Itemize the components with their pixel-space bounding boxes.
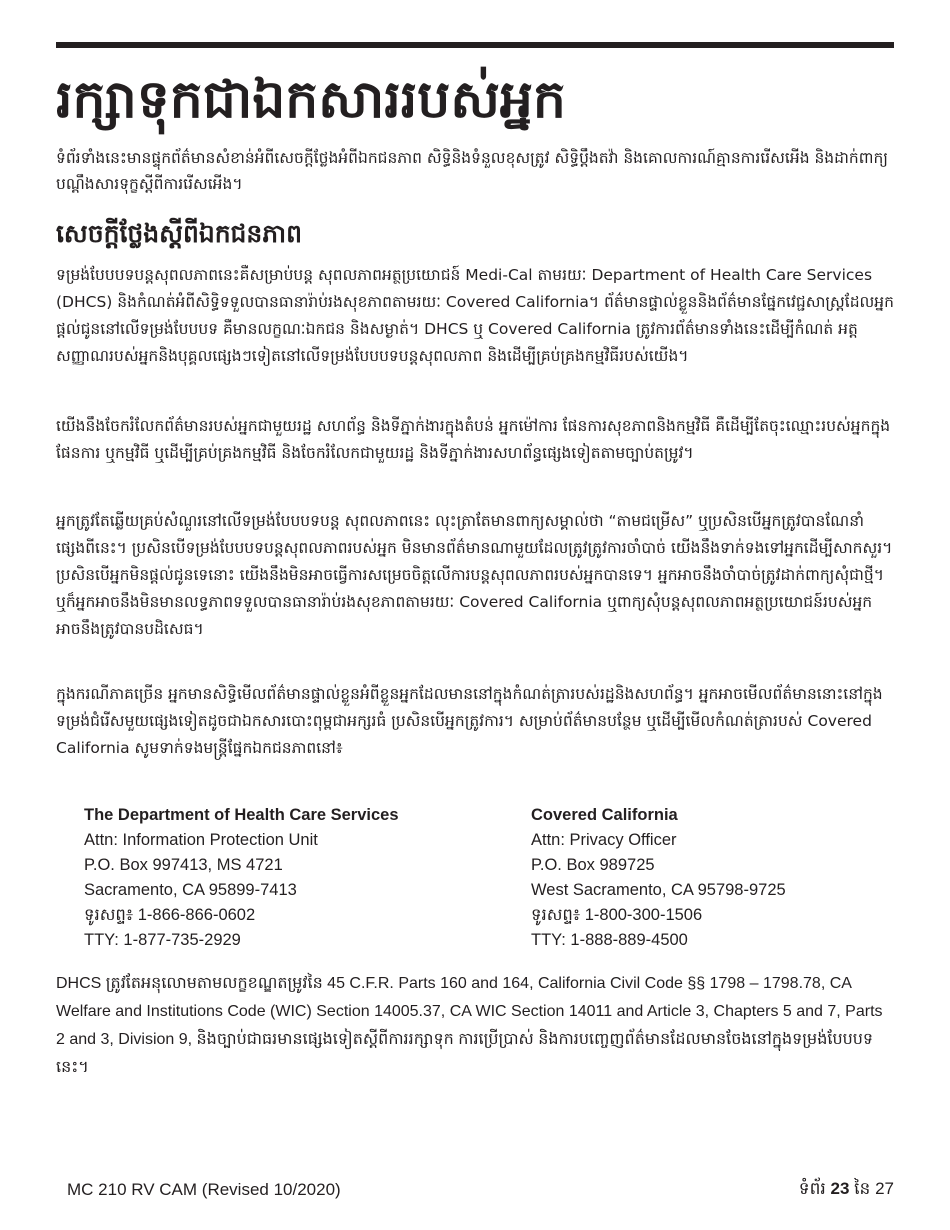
privacy-paragraph-1: ទម្រង់បែបបទបន្តសុពលភាពនេះគឺសម្រាប់បន្ត សុពលភាពអត្ថប្រយោជន៍ Medi-Cal តាមរយៈ Department of Health Care Services (DHCS) និងកំណត់អំពីសិទ្ធិទទួលបានធានារ៉ាប់រងសុខភាពតាមរយៈ Covered California។ ព័ត៌មានផ្ទាល់ខ្លួននិងព័ត៌មានផ្នែកវេជ្ជសាស្ត្រដែលអ្នកផ្តល់ជូននៅលើទម្រង់បែបបទ គឺមានលក្ខណៈឯកជន និងសម្ងាត់។ DHCS ឬ Covered California ត្រូវការព័ត៌មានទាំងនេះដើម្បីកំណត់ អត្តសញ្ញាណរបស់អ្នកនិងបុគ្គលផ្សេងៗទៀតនៅលើទម្រង់បែបបទបន្តសុពលភាព និងដើម្បីគ្រប់គ្រងកម្មវិធីរបស់យើង។ [56, 266, 894, 365]
dhcs-tty: TTY: 1-877-735-2929 [84, 931, 241, 949]
cc-tty: TTY: 1-888-889-4500 [531, 931, 688, 949]
page-title: រក្សាទុកជាឯកសាររបស់អ្នក [56, 69, 566, 130]
page-indicator [799, 1178, 894, 1203]
privacy-heading: សេចក្តីថ្លែងស្តីពីឯកជនភាព [56, 219, 302, 248]
cc-attn: Attn: Privacy Officer [531, 831, 677, 849]
dhcs-po-box: P.O. Box 997413, MS 4721 [84, 856, 283, 874]
top-rule [56, 42, 894, 48]
dhcs-attn: Attn: Information Protection Unit [84, 831, 318, 849]
page-number: 23 [830, 1179, 850, 1198]
intro-text: ទំព័រទាំងនេះមានផ្ទុកព័ត៌មានសំខាន់អំពីសេចក្តីថ្លែងអំពីឯកជនភាព សិទ្ធិនិងទំនួលខុសត្រូវ សិទ្ធិប្តឹងតវ៉ា និងគោលការណ៍គ្មានការរើសអើង និងដាក់ពាក្យបណ្តឹងសារទុក្ខស្តីពីការរើសអើង។ [56, 149, 888, 193]
dhcs-phone: ទូរសព្ទ៖ 1-866-866-0602 [84, 906, 256, 924]
covered-california-address-block [531, 803, 786, 953]
cc-po-box: P.O. Box 989725 [531, 856, 655, 874]
form-id: MC 210 RV CAM (Revised 10/2020) [67, 1180, 341, 1199]
dhcs-city: Sacramento, CA 95899-7413 [84, 881, 297, 899]
total-pages: 27 [875, 1179, 894, 1198]
privacy-paragraph-3: អ្នកត្រូវតែឆ្លើយគ្រប់សំណួរនៅលើទម្រង់បែបបទបន្ត សុពលភាពនេះ លុះត្រាតែមានពាក្យសម្គាល់ថា “តាមជម្រើស” ឬប្រសិនបើអ្នកត្រូវបានណែនាំផ្សេងពីនេះ។ ប្រសិនបើទម្រង់បែបបទបន្តសុពលភាពរបស់អ្នក មិនមានព័ត៌មានណាមួយដែលត្រូវត្រូវការចាំបាច់ យើងនឹងទាក់ទងទៅអ្នកដើម្បីសាកសួរ។ ប្រសិនបើអ្នកមិនផ្តល់ជូនទេនោះ យើងនឹងមិនអាចធ្វើការសម្រេចចិត្តលើការបន្តសុពលភាពរបស់អ្នកបានទេ។ អ្នកអាចនឹងចាំបាច់ត្រូវដាក់ពាក្យសុំជាថ្មី។ ឬក៏អ្នកអាចនឹងមិនមានលទ្ធភាពទទួលបានធានារ៉ាប់រងសុខភាពតាមរយៈ Covered California ឬពាក្យសុំបន្តសុពលភាពអត្ថប្រយោជន៍របស់អ្នកអាចនឹងត្រូវបានបដិសេធ។ [56, 512, 893, 638]
legal-compliance-text: DHCS ត្រូវតែអនុលោមតាមលក្ខខណ្ឌតម្រូវនៃ 45 C.F.R. Parts 160 and 164, California Civil Code §§ 1798 – 1798.78, CA Welfare and Institutions Code (WIC) Section 14005.37, CA WIC Section 14011 and Article 3, Chapters 5 and 7, Parts 2 and 3, Division 9, និងច្បាប់ជាធរមានផ្សេងទៀតស្តីពីការរក្សាទុក ការប្រើប្រាស់ និងការបញ្ចេញព័ត៌មានដែលមានចែងនៅក្នុងទម្រង់បែបបទនេះ។ [56, 975, 883, 1076]
privacy-paragraph-2: យើងនឹងចែករំលែកព័ត៌មានរបស់អ្នកជាមួយរដ្ឋ សហព័ន្ធ និងទីភ្នាក់ងារក្នុងតំបន់ អ្នកម៉ៅការ ផែនការសុខភាពនិងកម្មវិធី គឺដើម្បីតែចុះឈ្មោះរបស់អ្នកក្នុងផែនការ ឬកម្មវិធី ឬដើម្បីគ្រប់គ្រងកម្មវិធី និងចែករំលែកជាមួយរដ្ឋ និងទីភ្នាក់ងារសហព័ន្ធផ្សេងទៀតតាមច្បាប់តម្រូវ។ [56, 417, 891, 462]
page-word: ទំព័រ [798, 1179, 826, 1198]
cc-city: West Sacramento, CA 95798-9725 [531, 881, 786, 899]
privacy-paragraph-4: ក្នុងករណីភាគច្រើន អ្នកមានសិទ្ធិមើលព័ត៌មានផ្ទាល់ខ្លួនអំពីខ្លួនអ្នកដែលមាននៅក្នុងកំណត់ត្រារបស់រដ្ឋនិងសហព័ន្ធ។ អ្នកអាចមើលព័ត៌មាននោះនៅក្នុងទម្រង់ជំរើសមួយផ្សេងទៀតដូចជាឯកសារបោះពុម្ពជាអក្សរធំ ប្រសិនបើអ្នកត្រូវការ។ សម្រាប់ព័ត៌មានបន្ថែម ឬដើម្បីមើលកំណត់ត្រារបស់ Covered California សូមទាក់ទងមន្ត្រីផ្នែកឯកជនភាពនៅ៖ [56, 685, 883, 757]
dhcs-name: The Department of Health Care Services [84, 806, 399, 824]
cc-phone: ទូរសព្ទ៖ 1-800-300-1506 [531, 906, 703, 924]
of-word: នៃ [854, 1179, 871, 1198]
dhcs-address-block [84, 803, 399, 953]
cc-name: Covered California [531, 806, 678, 824]
